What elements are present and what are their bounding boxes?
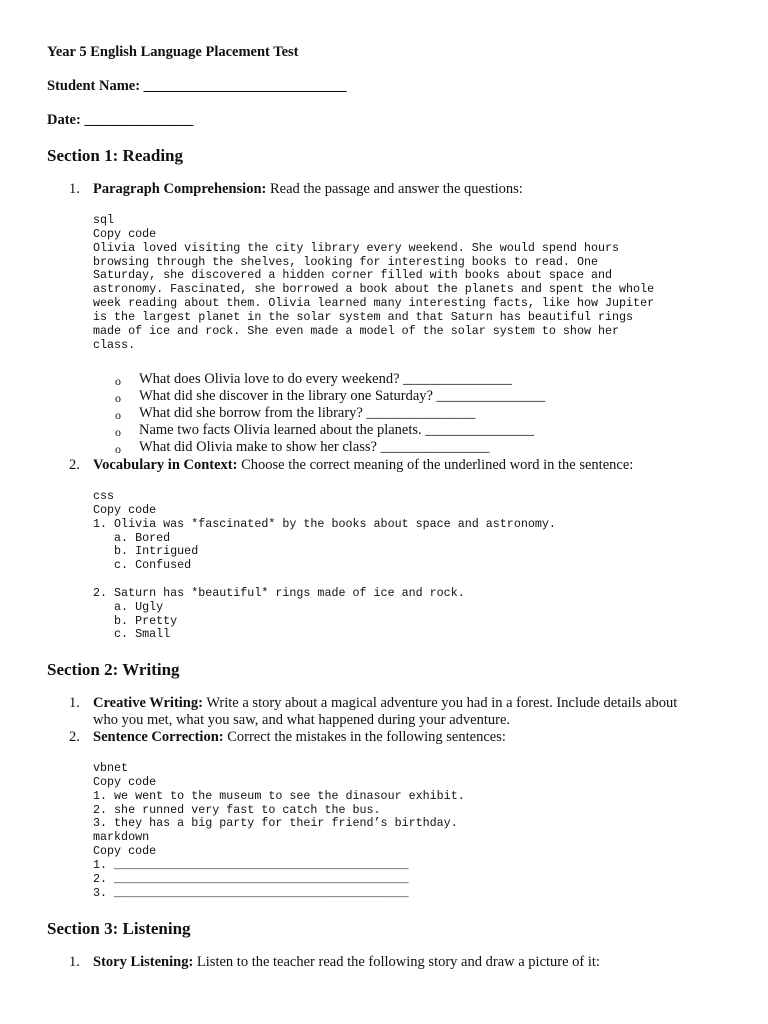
question-label: Paragraph Comprehension: [93,181,267,197]
code-line: week reading about them. Olivia learned many interesting facts, like how Jupiter [93,296,655,311]
question-label: Creative Writing: [93,695,203,711]
question-number: 1. [69,695,80,711]
question-number: 1. [69,181,80,197]
code-line: class. [93,337,136,352]
question-label: Vocabulary in Context: [93,457,238,473]
code-line: 1. Olivia was *fascinated* by the books about space and astronomy. [93,516,556,531]
reading-question-2: What did she discover in the library one Saturday? _______________ [139,388,546,404]
student-name-field: Student Name: ____________________________ [47,78,347,94]
answer-line: 1. __________________________________________ [93,857,409,872]
code-line: b. Pretty [93,613,178,628]
code-line: 3. they has a big party for their friend’s birthday. [93,816,458,831]
code-line: b. Intrigued [93,544,199,559]
answer-line: 3. __________________________________________ [93,885,409,900]
sentence-correction-code-block [93,762,465,900]
reading-question-1: What does Olivia love to do every weekend? _______________ [139,371,512,387]
question-number: 2. [69,457,80,473]
code-line: markdown [93,830,150,845]
question-creative-writing [93,695,677,712]
question-text: Write a story about a magical adventure you had in a forest. Include details about [202,695,678,711]
bullet-icon: o [115,374,121,388]
code-line: 2. Saturn has *beautiful* rings made of ice and rock. [93,585,465,600]
question-text: Choose the correct meaning of the underlined word in the sentence: [237,457,634,473]
question-story-listening [93,954,600,971]
copy-code-label: Copy code [93,226,157,241]
copy-code-label: Copy code [93,844,157,859]
question-number: 1. [69,954,80,970]
code-line: c. Small [93,627,171,642]
code-line [93,573,556,587]
question-label: Sentence Correction: [93,729,224,745]
section-2-heading: Section 2: Writing [47,660,180,679]
section-1-heading: Section 1: Reading [47,146,183,165]
bullet-icon: o [115,391,121,405]
code-line: made of ice and rock. She even made a model of the solar system to show her [93,323,620,338]
question-number: 2. [69,729,80,745]
question-text: Read the passage and answer the questions: [266,181,523,197]
bullet-icon: o [115,442,121,456]
reading-question-4: Name two facts Olivia learned about the planets. _______________ [139,422,535,438]
question-text: Listen to the teacher read the following story and draw a picture of it: [193,954,600,970]
code-line: vbnet [93,761,129,775]
bullet-icon: o [115,425,121,439]
question-text-continued: who you met, what you saw, and what happened during your adventure. [93,712,511,728]
code-line: Olivia loved visiting the city library every weekend. She would spend hours [93,240,620,255]
reading-question-3: What did she borrow from the library? _______________ [139,405,476,421]
code-line: 2. she runned very fast to catch the bus. [93,802,381,817]
code-line: 1. we went to the museum to see the dinasour exhibit. [93,788,465,803]
question-sentence-correction [93,729,506,746]
copy-code-label: Copy code [93,502,157,517]
date-field: Date: _______________ [47,112,194,128]
section-3-heading: Section 3: Listening [47,919,191,938]
code-line: astronomy. Fascinated, she borrowed a book about the planets and spent the whole [93,282,655,297]
question-vocabulary-in-context [93,457,633,474]
question-text: Correct the mistakes in the following sentences: [223,729,506,745]
code-line: css [93,489,115,503]
code-line: browsing through the shelves, looking for interesting books to read. One [93,254,598,269]
code-line: Saturday, she discovered a hidden corner filled with books about space and [93,268,613,283]
copy-code-label: Copy code [93,774,157,789]
code-line: is the largest planet in the solar system and that Saturn has beautiful rings [93,309,634,324]
code-line: sql [93,213,115,227]
bullet-icon: o [115,408,121,422]
question-paragraph-comprehension [93,181,523,198]
answer-line: 2. __________________________________________ [93,871,409,886]
question-label: Story Listening: [93,954,194,970]
code-line: c. Confused [93,558,192,573]
page-title: Year 5 English Language Placement Test [47,44,299,60]
code-line: a. Bored [93,530,171,545]
reading-question-5: What did Olivia make to show her class? _______________ [139,439,490,455]
vocabulary-code-block [93,490,556,642]
reading-passage-code-block [93,214,654,352]
code-line: a. Ugly [93,599,164,614]
